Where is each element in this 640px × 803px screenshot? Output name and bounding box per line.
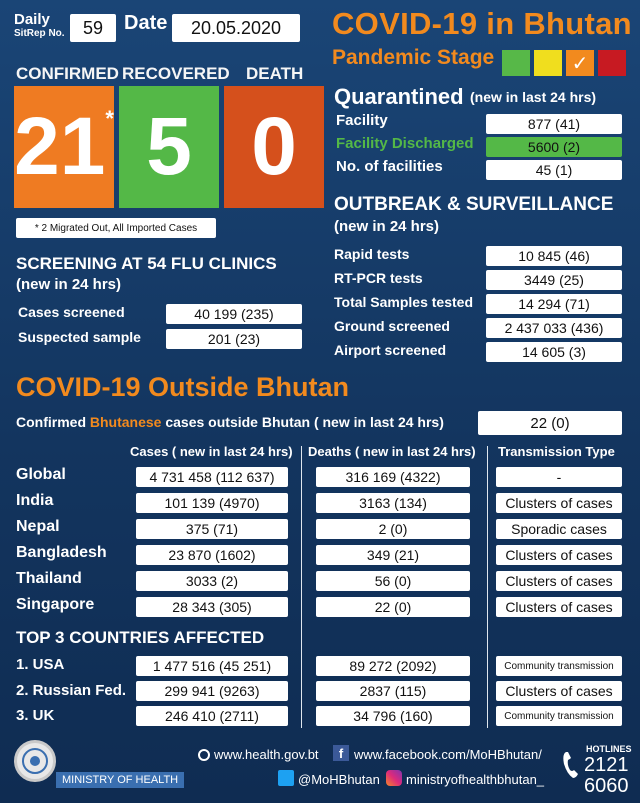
outside-confirmed-label — [16, 414, 444, 430]
hotline-number[interactable]: 2121 — [584, 754, 629, 776]
top3-country-name: 1. USA — [16, 656, 65, 673]
top3-transmission: Community transmission — [496, 656, 622, 676]
top3-deaths: 2837 (115) — [316, 681, 470, 701]
ministry-seal-icon — [14, 740, 56, 782]
death-count: 0 — [251, 101, 297, 192]
outbreak-row-label: RT-PCR tests — [334, 270, 423, 286]
col-transmission-header: Transmission Type — [498, 444, 615, 459]
country-transmission: Clusters of cases — [496, 545, 622, 565]
page-title: COVID-19 in Bhutan — [332, 6, 632, 41]
country-cases: 4 731 458 (112 637) — [136, 467, 288, 487]
outside-confirmed-pre: Confirmed — [16, 414, 86, 430]
country-transmission: Clusters of cases — [496, 571, 622, 591]
top3-title: TOP 3 COUNTRIES AFFECTED — [16, 628, 265, 647]
country-cases: 3033 (2) — [136, 571, 288, 591]
outbreak-row-value: 14 605 (3) — [486, 342, 622, 362]
twitter-link[interactable]: @MoHBhutan — [298, 772, 380, 787]
globe-icon — [198, 749, 210, 761]
recovered-card — [119, 86, 219, 208]
country-deaths: 2 (0) — [316, 519, 470, 539]
twitter-icon — [278, 770, 294, 786]
top3-cases: 1 477 516 (45 251) — [136, 656, 288, 676]
country-name: Bangladesh — [16, 544, 107, 561]
quarantine-facility-value: 877 (41) — [486, 114, 622, 134]
outside-confirmed-post: cases outside Bhutan ( new in last 24 hrs) — [165, 414, 444, 430]
confirmed-star: * — [105, 106, 114, 131]
country-deaths: 3163 (134) — [316, 493, 470, 513]
hotline-number[interactable]: 6060 — [584, 775, 629, 797]
hotlines-label: HOTLINES — [586, 744, 632, 754]
stage-yellow — [534, 50, 562, 76]
confirmed-count: 21 — [14, 101, 106, 192]
col-deaths-header: Deaths ( new in last 24 hrs) — [308, 444, 476, 459]
date-label: Date — [124, 12, 168, 34]
country-transmission: - — [496, 467, 622, 487]
quarantine-row-label: Facility — [336, 112, 388, 129]
country-name: Singapore — [16, 596, 95, 613]
phone-icon — [562, 750, 580, 780]
column-divider — [301, 446, 302, 728]
outbreak-row-value: 3449 (25) — [486, 270, 622, 290]
country-cases: 23 870 (1602) — [136, 545, 288, 565]
screening-row-value: 40 199 (235) — [166, 304, 302, 324]
top3-transmission: Community transmission — [496, 706, 622, 726]
outside-title: COVID-19 Outside Bhutan — [16, 372, 350, 402]
screening-title: SCREENING AT 54 FLU CLINICS — [16, 254, 277, 273]
country-cases: 101 139 (4970) — [136, 493, 288, 513]
top3-country-name: 3. UK — [16, 707, 55, 724]
country-deaths: 349 (21) — [316, 545, 470, 565]
top3-cases: 299 941 (9263) — [136, 681, 288, 701]
country-deaths: 316 169 (4322) — [316, 467, 470, 487]
country-cases: 375 (71) — [136, 519, 288, 539]
outside-confirmed-highlight: Bhutanese — [89, 414, 162, 430]
quarantine-row-label: Facility Discharged — [336, 135, 474, 152]
top3-deaths: 34 796 (160) — [316, 706, 470, 726]
country-name: Nepal — [16, 518, 60, 535]
country-deaths: 56 (0) — [316, 571, 470, 591]
outbreak-row-value: 2 437 033 (436) — [486, 318, 622, 338]
country-name: Thailand — [16, 570, 82, 587]
country-cases: 28 343 (305) — [136, 597, 288, 617]
outbreak-title: OUTBREAK & SURVEILLANCE — [334, 194, 614, 215]
quarantine-discharged-value: 5600 (2) — [486, 137, 622, 157]
quarantine-row-label: No. of facilities — [336, 158, 443, 175]
quarantine-facilities-count: 45 (1) — [486, 160, 622, 180]
ministry-name: MINISTRY OF HEALTH — [56, 772, 184, 788]
screening-row-label: Suspected sample — [18, 329, 141, 345]
death-label: DEATH — [246, 64, 304, 83]
outbreak-subtitle: (new in 24 hrs) — [334, 218, 440, 235]
outbreak-row-label: Airport screened — [334, 342, 447, 358]
top3-transmission: Clusters of cases — [496, 681, 622, 701]
check-icon: ✓ — [571, 52, 589, 75]
top3-cases: 246 410 (2711) — [136, 706, 288, 726]
confirmed-note: * 2 Migrated Out, All Imported Cases — [16, 218, 216, 238]
facebook-link[interactable]: www.facebook.com/MoHBhutan/ — [354, 747, 542, 762]
stage-orange-current — [566, 50, 594, 76]
sitrep-number: 59 — [70, 14, 116, 42]
col-cases-header: Cases ( new in last 24 hrs) — [130, 444, 293, 459]
report-date: 20.05.2020 — [172, 14, 300, 42]
outside-confirmed-value: 22 (0) — [478, 411, 622, 435]
country-transmission: Clusters of cases — [496, 493, 622, 513]
quarantined-title: Quarantined — [334, 84, 464, 109]
outbreak-row-label: Total Samples tested — [334, 294, 474, 310]
sitrep-label: SitRep No. — [14, 28, 65, 39]
screening-row-label: Cases screened — [18, 304, 125, 320]
confirmed-card — [14, 86, 114, 208]
country-name: Global — [16, 466, 66, 483]
top3-country-name: 2. Russian Fed. — [16, 682, 127, 699]
outbreak-row-value: 10 845 (46) — [486, 246, 622, 266]
recovered-label: RECOVERED — [122, 64, 230, 83]
screening-row-value: 201 (23) — [166, 329, 302, 349]
death-card — [224, 86, 324, 208]
facebook-icon: f — [333, 745, 349, 761]
quarantined-subtitle: (new in last 24 hrs) — [470, 89, 597, 105]
country-deaths: 22 (0) — [316, 597, 470, 617]
screening-subtitle: (new in 24 hrs) — [16, 276, 122, 293]
daily-label: Daily — [14, 11, 50, 28]
outbreak-row-label: Ground screened — [334, 318, 450, 334]
instagram-link[interactable]: ministryofhealthbhutan_ — [406, 772, 545, 787]
stage-red — [598, 50, 626, 76]
outbreak-row-label: Rapid tests — [334, 246, 410, 262]
column-divider — [487, 446, 488, 728]
instagram-icon — [386, 770, 402, 786]
outbreak-row-value: 14 294 (71) — [486, 294, 622, 314]
website-link[interactable]: www.health.gov.bt — [214, 747, 319, 762]
country-name: India — [16, 492, 54, 509]
stage-green — [502, 50, 530, 76]
pandemic-stage-label: Pandemic Stage — [332, 46, 495, 69]
country-transmission: Clusters of cases — [496, 597, 622, 617]
country-transmission: Sporadic cases — [496, 519, 622, 539]
confirmed-label: CONFIRMED — [16, 64, 119, 83]
recovered-count: 5 — [146, 101, 192, 192]
top3-deaths: 89 272 (2092) — [316, 656, 470, 676]
